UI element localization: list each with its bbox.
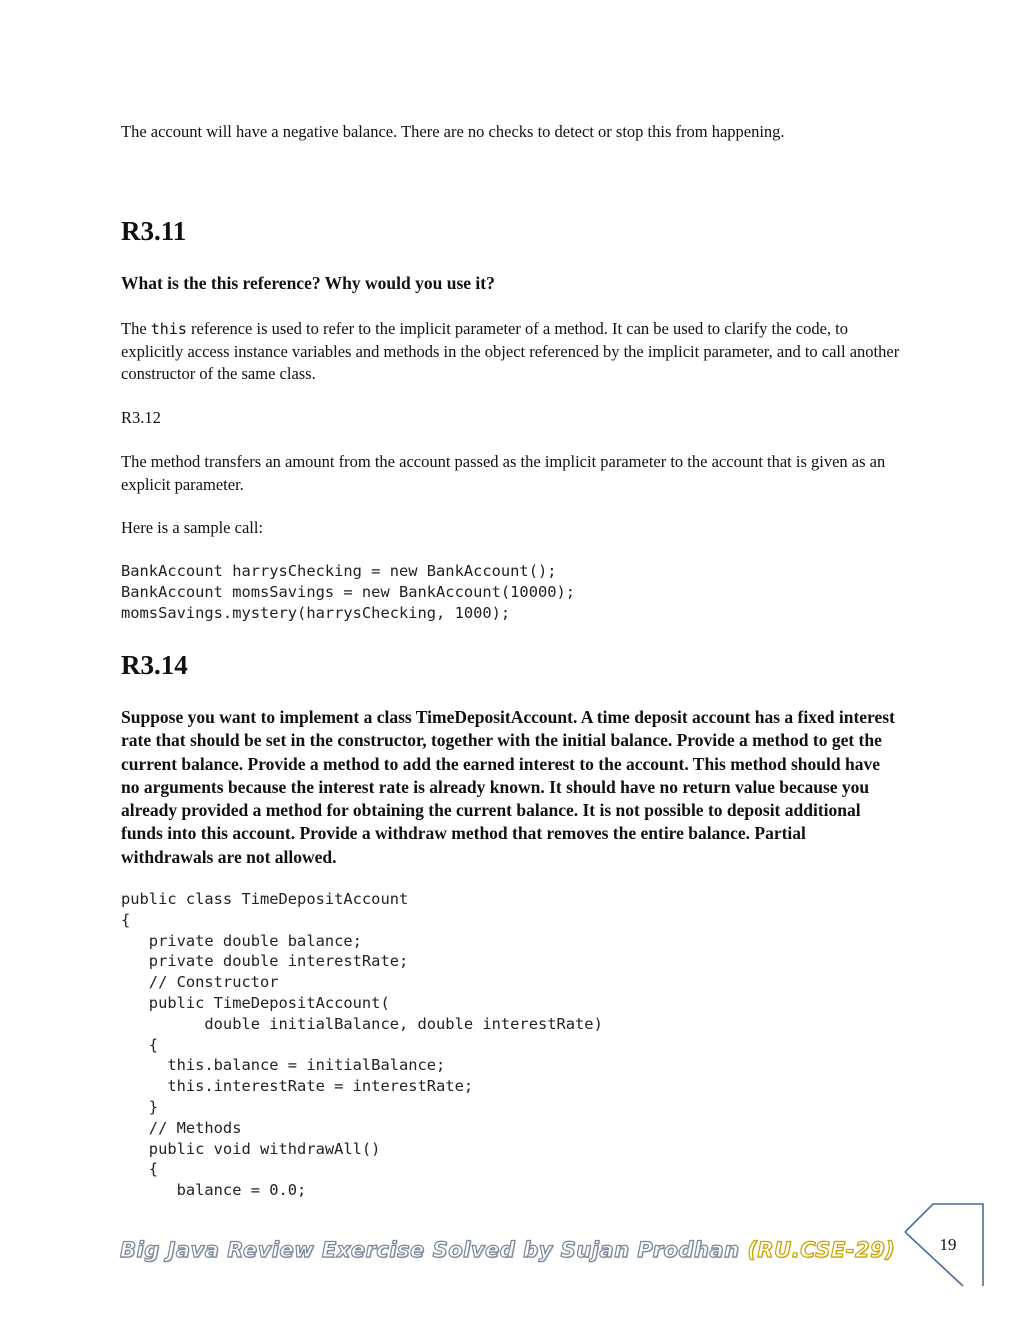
question-r3-11: What is the this reference? Why would you use it? bbox=[121, 273, 495, 293]
heading-r3-14: R3.14 bbox=[121, 650, 188, 680]
sample-call-code: BankAccount harrysChecking = new BankAccount(); BankAccount momsSavings = new BankAccount(10000); momsSavings.mystery(harrysChecking, 1000); bbox=[121, 562, 576, 622]
sample-call-intro: Here is a sample call: bbox=[121, 518, 264, 537]
page-number: 19 bbox=[939, 1235, 957, 1254]
label-r3-12: R3.12 bbox=[121, 408, 161, 427]
this-keyword: this bbox=[150, 320, 187, 338]
answer-r3-12: The method transfers an amount from the account passed as the implicit parameter to the account that is given as an explicit parameter. bbox=[121, 452, 886, 494]
footer-credit-paren: (RU.CSE-29) bbox=[747, 1238, 896, 1262]
footer-credit bbox=[120, 1238, 895, 1262]
answer-rest: reference is used to refer to the implicit parameter of a method. It can be used to clarify the code, to explicitly access instance variables and methods in the object referenced by the implicit parameter, and to call another constructor of the same class. bbox=[121, 319, 900, 383]
time-deposit-code: public class TimeDepositAccount { private double balance; private double interestRate; // Constructor public TimeDepositAccount( double initialBalance, double interestRate) { this.balance = initialBalance; this.interestRate = interestRate; } // Methods public void withdrawAll() { balance = 0.0; bbox=[121, 890, 603, 1200]
answer-r3-11 bbox=[121, 318, 901, 386]
footer-credit-text: Big Java Review Exercise Solved by Sujan Prodhan bbox=[120, 1238, 748, 1262]
question-r3-14: Suppose you want to implement a class TimeDepositAccount. A time deposit account has a fixed interest rate that should be set in the constructor, together with the initial balance. Provide a method to get the current balance. Provide a method to add the earned interest to the account. This method should have no arguments because the interest rate is already known. It should have no return value because you already provided a method for obtaining the current balance. It is not possible to deposit additional funds into this account. Provide a withdraw method that removes the entire balance. Partial withdrawals are not allowed. bbox=[121, 707, 895, 867]
heading-r3-11: R3.11 bbox=[121, 216, 187, 246]
answer-prefix: The bbox=[121, 319, 151, 338]
intro-paragraph: The account will have a negative balance. There are no checks to detect or stop this from happening. bbox=[121, 122, 785, 141]
